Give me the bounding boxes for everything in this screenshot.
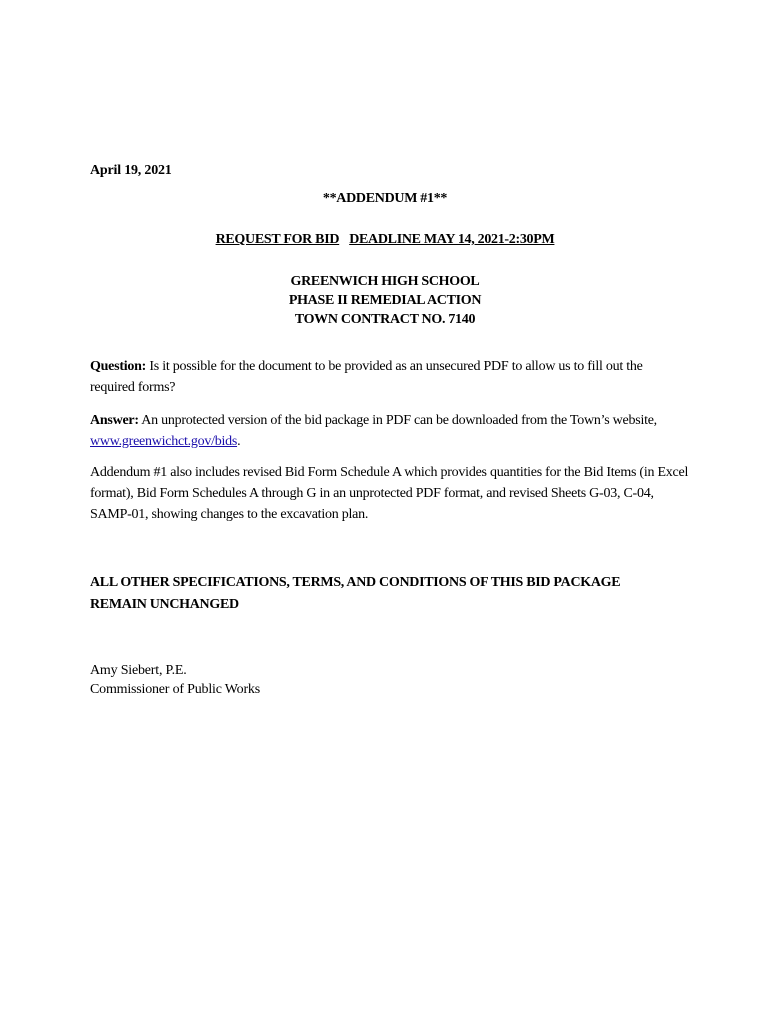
answer-text-end: . bbox=[237, 434, 241, 449]
request-for-bid-line bbox=[90, 232, 680, 248]
bids-website-link[interactable]: www.greenwichct.gov/bids bbox=[90, 434, 238, 449]
answer-paragraph bbox=[90, 410, 690, 452]
signature-block bbox=[90, 661, 260, 699]
document-date: April 19, 2021 bbox=[90, 163, 172, 178]
answer-label: Answer: bbox=[90, 413, 139, 428]
question-paragraph bbox=[90, 356, 690, 398]
request-label: REQUEST FOR BID bbox=[215, 232, 340, 247]
signatory-title: Commissioner of Public Works bbox=[90, 682, 260, 697]
addendum-heading: **ADDENDUM #1** bbox=[322, 191, 448, 206]
project-title-line: TOWN CONTRACT NO. 7140 bbox=[294, 312, 476, 327]
unchanged-notice: ALL OTHER SPECIFICATIONS, TERMS, AND CONDITIONS OF THIS BID PACKAGE REMAIN UNCHANGED bbox=[90, 575, 621, 612]
project-title-block bbox=[90, 272, 680, 329]
answer-text: An unprotected version of the bid package in PDF can be downloaded from the Town’s website, bbox=[138, 413, 657, 428]
project-title-line: GREENWICH HIGH SCHOOL bbox=[290, 274, 480, 289]
project-title-line: PHASE II REMEDIAL ACTION bbox=[288, 293, 482, 308]
deadline-label: DEADLINE MAY 14, 2021-2:30PM bbox=[349, 232, 555, 247]
question-label: Question: bbox=[90, 359, 147, 374]
addendum-note-paragraph: Addendum #1 also includes revised Bid Form Schedule A which provides quantities for the Bid Items (in Excel format), Bid Form Schedules A through G in an unprotected PDF format, and revised Sheets G-03, C-04, SAMP-01, showing changes to the excavation plan. bbox=[90, 465, 689, 522]
signatory-name: Amy Siebert, P.E. bbox=[90, 663, 187, 678]
question-text: Is it possible for the document to be provided as an unsecured PDF to allow us to fill out the required forms? bbox=[90, 359, 643, 395]
